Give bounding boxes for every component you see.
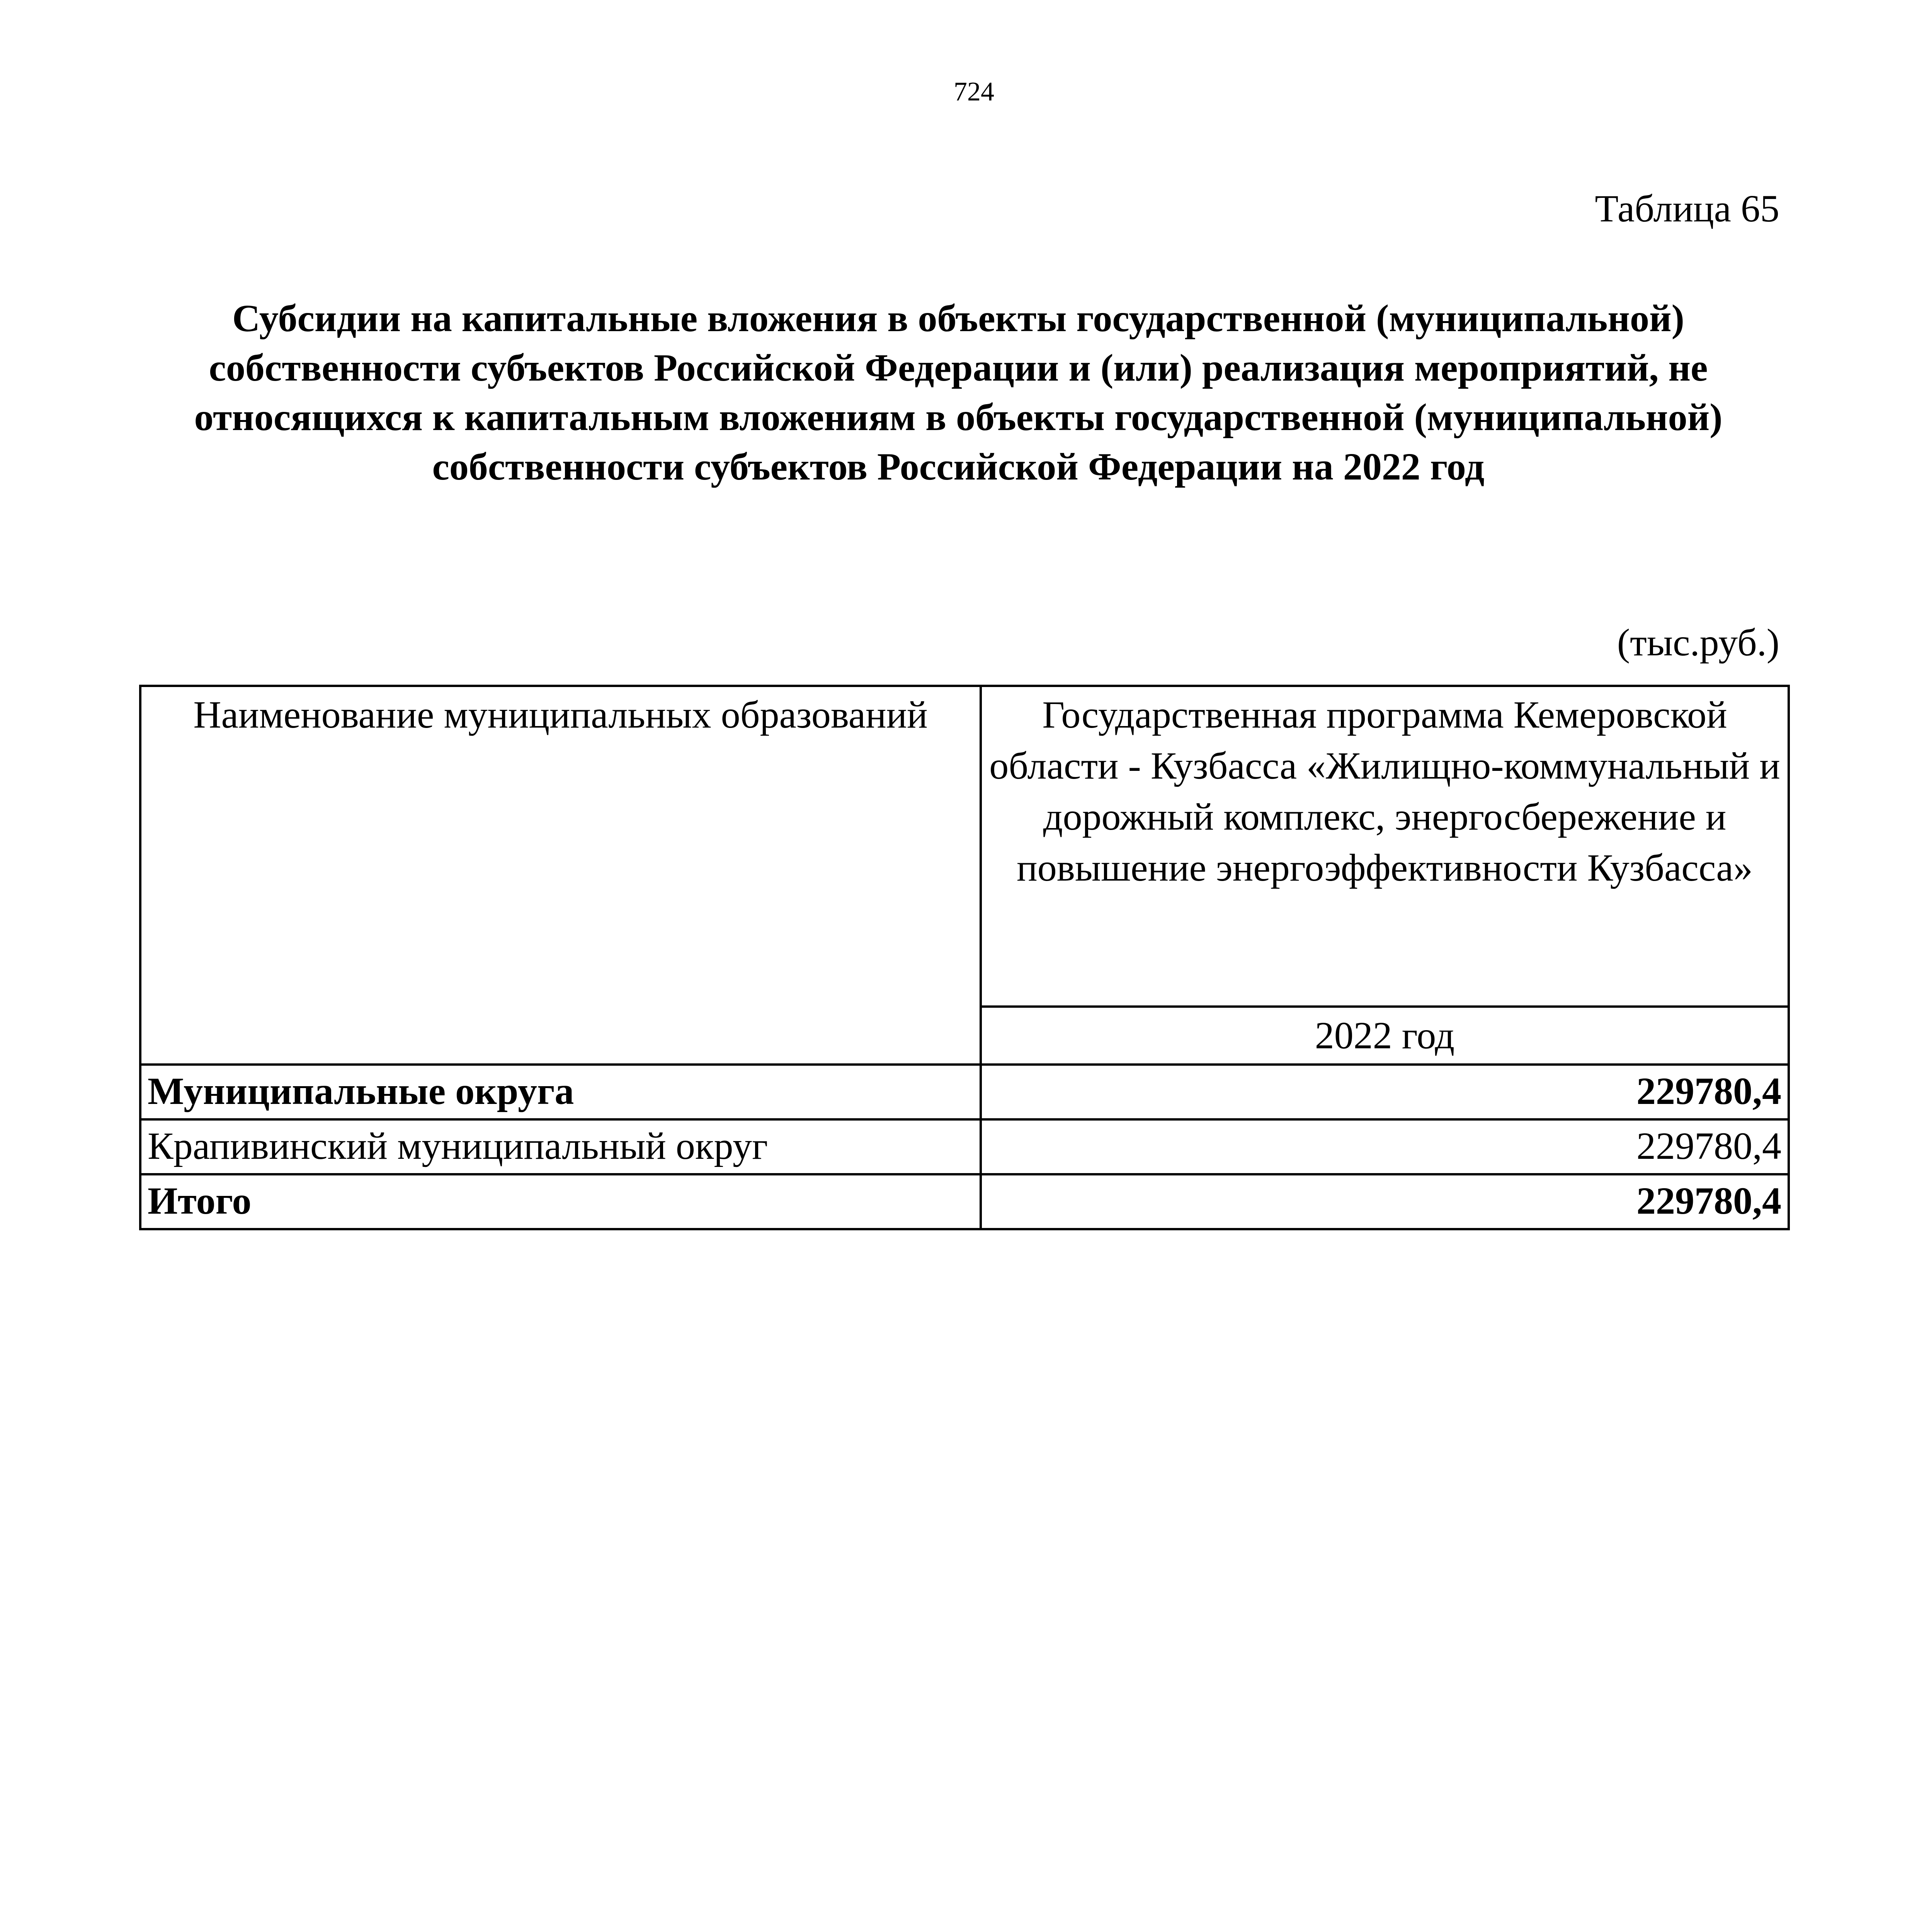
document-title: Субсидии на капитальные вложения в объекты государственной (муниципальной) собственности субъектов Российской Федерации и (или) реализация мероприятий, не относящихся к капитальным вложениям в объекты государственной (муниципальной) собственности субъектов Российской Федерации на 2022 год xyxy=(194,297,1723,488)
header-program-column: Государственная программа Кемеровской области - Кузбасса «Жилищно-коммунальный и дорожный комплекс, энергосбережение и повышение энергоэффективности Кузбасса» xyxy=(981,686,1789,1007)
page-number: 724 xyxy=(954,77,994,107)
units-label: (тыс.руб.) xyxy=(1617,621,1779,664)
header-name-column: Наименование муниципальных образований xyxy=(140,686,981,1065)
table-row xyxy=(140,1119,1789,1174)
row-value: 229780,4 xyxy=(981,1174,1789,1229)
table-header-row xyxy=(140,686,1789,1007)
table-row xyxy=(140,1065,1789,1119)
table-total-row xyxy=(140,1174,1789,1229)
row-name: Крапивинский муниципальный округ xyxy=(140,1119,981,1174)
table-label: Таблица 65 xyxy=(1595,187,1779,230)
row-value: 229780,4 xyxy=(981,1065,1789,1119)
row-name: Итого xyxy=(140,1174,981,1229)
header-year: 2022 год xyxy=(981,1007,1789,1065)
row-value: 229780,4 xyxy=(981,1119,1789,1174)
row-name: Муниципальные округа xyxy=(140,1065,981,1119)
subsidy-table xyxy=(139,685,1790,1230)
